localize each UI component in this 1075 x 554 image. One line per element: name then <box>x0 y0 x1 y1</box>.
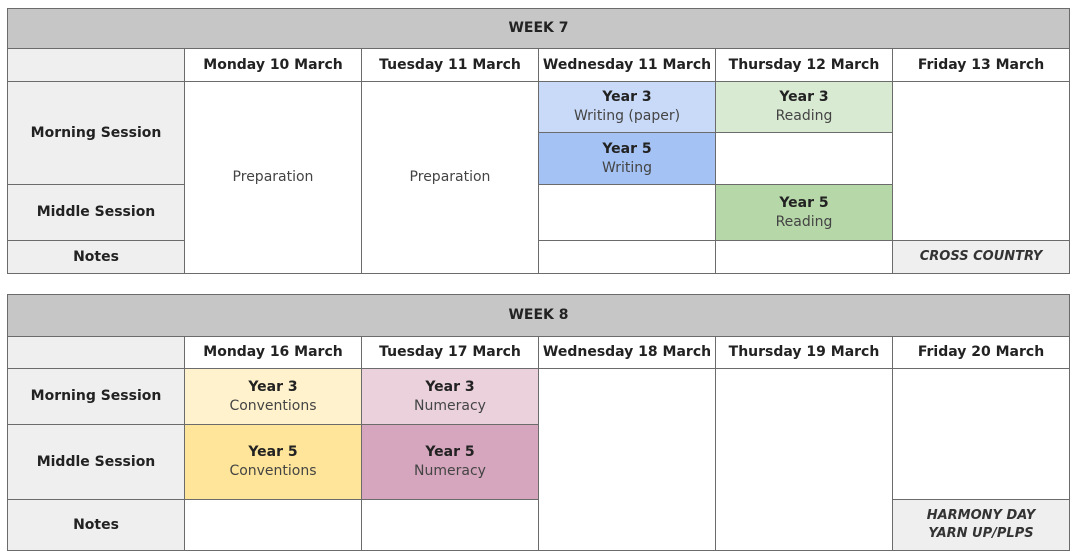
wednesday-cell <box>539 369 716 551</box>
row-label-middle: Middle Session <box>8 185 185 241</box>
session-cell <box>539 82 716 133</box>
empty-cell <box>716 133 893 185</box>
session-cell <box>716 185 893 241</box>
note-text: CROSS COUNTRY <box>919 249 1043 264</box>
week-8-table <box>7 294 1070 551</box>
notes-cell <box>893 500 1070 551</box>
session-cell <box>185 425 362 500</box>
friday-cell <box>893 369 1070 500</box>
session-cell <box>539 133 716 185</box>
row-label-morning: Morning Session <box>8 82 185 185</box>
session-subject: Writing (paper) <box>573 108 681 124</box>
monday-cell <box>185 82 362 274</box>
session-year: Year 5 <box>425 444 475 460</box>
session-cell <box>362 425 539 500</box>
session-subject: Conventions <box>229 463 317 479</box>
day-header: Tuesday 17 March <box>362 337 539 369</box>
empty-cell <box>716 241 893 274</box>
day-header: Wednesday 11 March <box>539 49 716 82</box>
row-label-middle: Middle Session <box>8 425 185 500</box>
session-cell <box>716 82 893 133</box>
session-year: Year 5 <box>779 194 829 211</box>
friday-cell <box>893 82 1070 241</box>
day-header: Friday 20 March <box>893 337 1070 369</box>
session-cell <box>362 369 539 425</box>
day-header: Monday 16 March <box>185 337 362 369</box>
session-subject: Numeracy <box>414 463 486 479</box>
session-year: Year 5 <box>248 444 298 460</box>
session-year: Year 3 <box>248 378 298 395</box>
tuesday-cell <box>362 82 539 274</box>
preparation-label: Preparation <box>409 169 491 185</box>
row-label-notes: Notes <box>8 500 185 551</box>
note-text: HARMONY DAY <box>926 508 1036 523</box>
day-header: Friday 13 March <box>893 49 1070 82</box>
day-header: Wednesday 18 March <box>539 337 716 369</box>
thursday-cell <box>716 369 893 551</box>
corner-cell <box>8 49 185 82</box>
session-cell <box>185 369 362 425</box>
note-text: YARN UP/PLPS <box>928 526 1034 541</box>
day-header: Thursday 19 March <box>716 337 893 369</box>
notes-cell <box>893 241 1070 274</box>
session-subject: Conventions <box>229 397 317 414</box>
week-title: WEEK 7 <box>8 9 1070 49</box>
row-label-morning: Morning Session <box>8 369 185 425</box>
session-year: Year 3 <box>602 89 652 105</box>
empty-cell <box>362 500 539 551</box>
week-7-table <box>7 8 1070 274</box>
day-header: Monday 10 March <box>185 49 362 82</box>
session-subject: Reading <box>775 108 833 124</box>
preparation-label: Preparation <box>232 169 314 185</box>
day-header: Thursday 12 March <box>716 49 893 82</box>
empty-cell <box>185 500 362 551</box>
session-subject: Numeracy <box>414 397 486 414</box>
empty-cell <box>539 185 716 241</box>
row-label-notes: Notes <box>8 241 185 274</box>
session-year: Year 5 <box>602 140 652 157</box>
session-subject: Writing <box>602 159 652 176</box>
session-subject: Reading <box>775 213 833 230</box>
day-header: Tuesday 11 March <box>362 49 539 82</box>
corner-cell <box>8 337 185 369</box>
session-year: Year 3 <box>779 89 829 105</box>
session-year: Year 3 <box>425 378 475 395</box>
week-title: WEEK 8 <box>8 295 1070 337</box>
empty-cell <box>539 241 716 274</box>
